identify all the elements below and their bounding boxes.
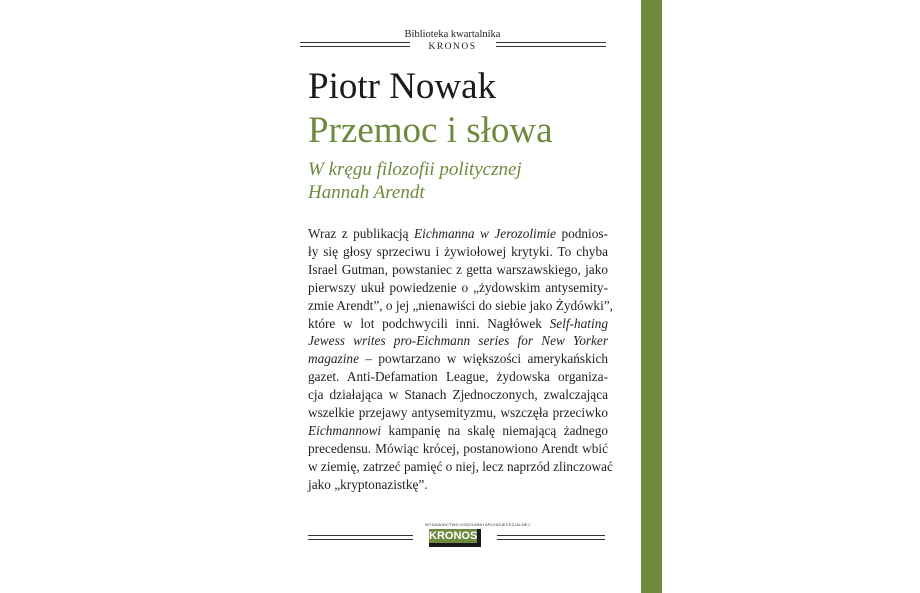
blurb-segment: w ziemię, zatrzeć pamięć o niej, lecz naprzód zlinczować — [308, 458, 613, 474]
blurb-segment: podnios- — [555, 226, 608, 241]
blurb-segment: ły się głosy sprzeciwu i żywiołowej krytyki. To chyba — [308, 243, 608, 259]
blurb-line — [308, 368, 608, 386]
blurb-line — [308, 243, 608, 261]
author-name: Piotr Nowak — [308, 66, 497, 107]
blurb-line — [308, 440, 608, 458]
blurb-segment: kampanię na skalę niemającą żadnego — [381, 422, 608, 438]
blurb-italic-segment: magazine — [308, 351, 359, 367]
blurb-line — [308, 332, 608, 350]
publisher-name: KRONOS — [429, 529, 481, 547]
blurb-line — [308, 458, 613, 476]
blurb-line — [308, 350, 608, 368]
series-rule-left — [300, 42, 410, 47]
series-label — [300, 28, 605, 54]
series-line-2: KRONOS — [428, 42, 477, 52]
blurb-italic-segment: Eichmannowi — [308, 422, 382, 438]
blurb-segment: precedensu. Mówiąc krócej, postanowiono Arendt wbić — [308, 440, 608, 456]
blurb-line — [308, 279, 608, 297]
blurb-italic-segment: Eichmanna w Jerozolimie — [414, 226, 556, 241]
blurb-line — [308, 297, 613, 315]
publisher-tagline: WYDAWNICTWO KSIĘGARNI ARCHIDIECEZJALNEJ — [425, 522, 530, 527]
subtitle-line-1: W kręgu filozofii politycznej — [308, 159, 522, 180]
blurb-line — [308, 476, 608, 494]
blurb-line — [308, 261, 608, 279]
blurb-italic-segment: Jewess writes pro-Eichmann series for New Yorker — [308, 333, 608, 349]
blurb-segment: zmie Arendt”, o jej „nienawiści do siebie jako Żydówki”, — [308, 297, 613, 313]
book-title: Przemoc i słowa — [308, 110, 553, 151]
blurb-text — [308, 225, 613, 494]
blurb-segment: jako „kryptonazistkę”. — [308, 476, 428, 492]
blurb-segment: które w lot podchwycili inni. Nagłówek — [308, 315, 550, 331]
blurb-segment: cja działająca w Stanach Zjednoczonych, zwalczająca — [308, 387, 608, 403]
blurb-line — [308, 386, 608, 404]
blurb-italic-segment: Self-hating — [549, 315, 608, 331]
book-subtitle — [308, 158, 522, 204]
series-rule-right — [496, 42, 606, 47]
footer-rule-right — [497, 535, 605, 540]
blurb-line — [308, 422, 608, 440]
blurb-segment: Israel Gutman, powstaniec z getta warszawskiego, jako — [308, 261, 608, 277]
blurb-line — [308, 315, 608, 333]
blurb-segment: gazet. Anti-Defamation League, żydowska organiza- — [308, 369, 608, 385]
publisher-logo — [425, 522, 530, 550]
blurb-line — [308, 404, 608, 422]
subtitle-line-2: Hannah Arendt — [308, 182, 425, 203]
blurb-segment: wszelkie przejawy antysemityzmu, wszczęła przeciwko — [308, 405, 608, 421]
blurb-segment: pierwszy ukuł powiedzenie o „żydowskim antysemity- — [308, 279, 608, 295]
blurb-segment: – powtarzano w większości amerykańskich — [358, 351, 608, 367]
book-spine — [641, 0, 662, 593]
series-line-1: Biblioteka kwartalnika — [404, 29, 501, 40]
footer-rule-left — [308, 535, 413, 540]
blurb-line — [308, 225, 608, 243]
blurb-segment: Wraz z publikacją — [308, 226, 414, 241]
